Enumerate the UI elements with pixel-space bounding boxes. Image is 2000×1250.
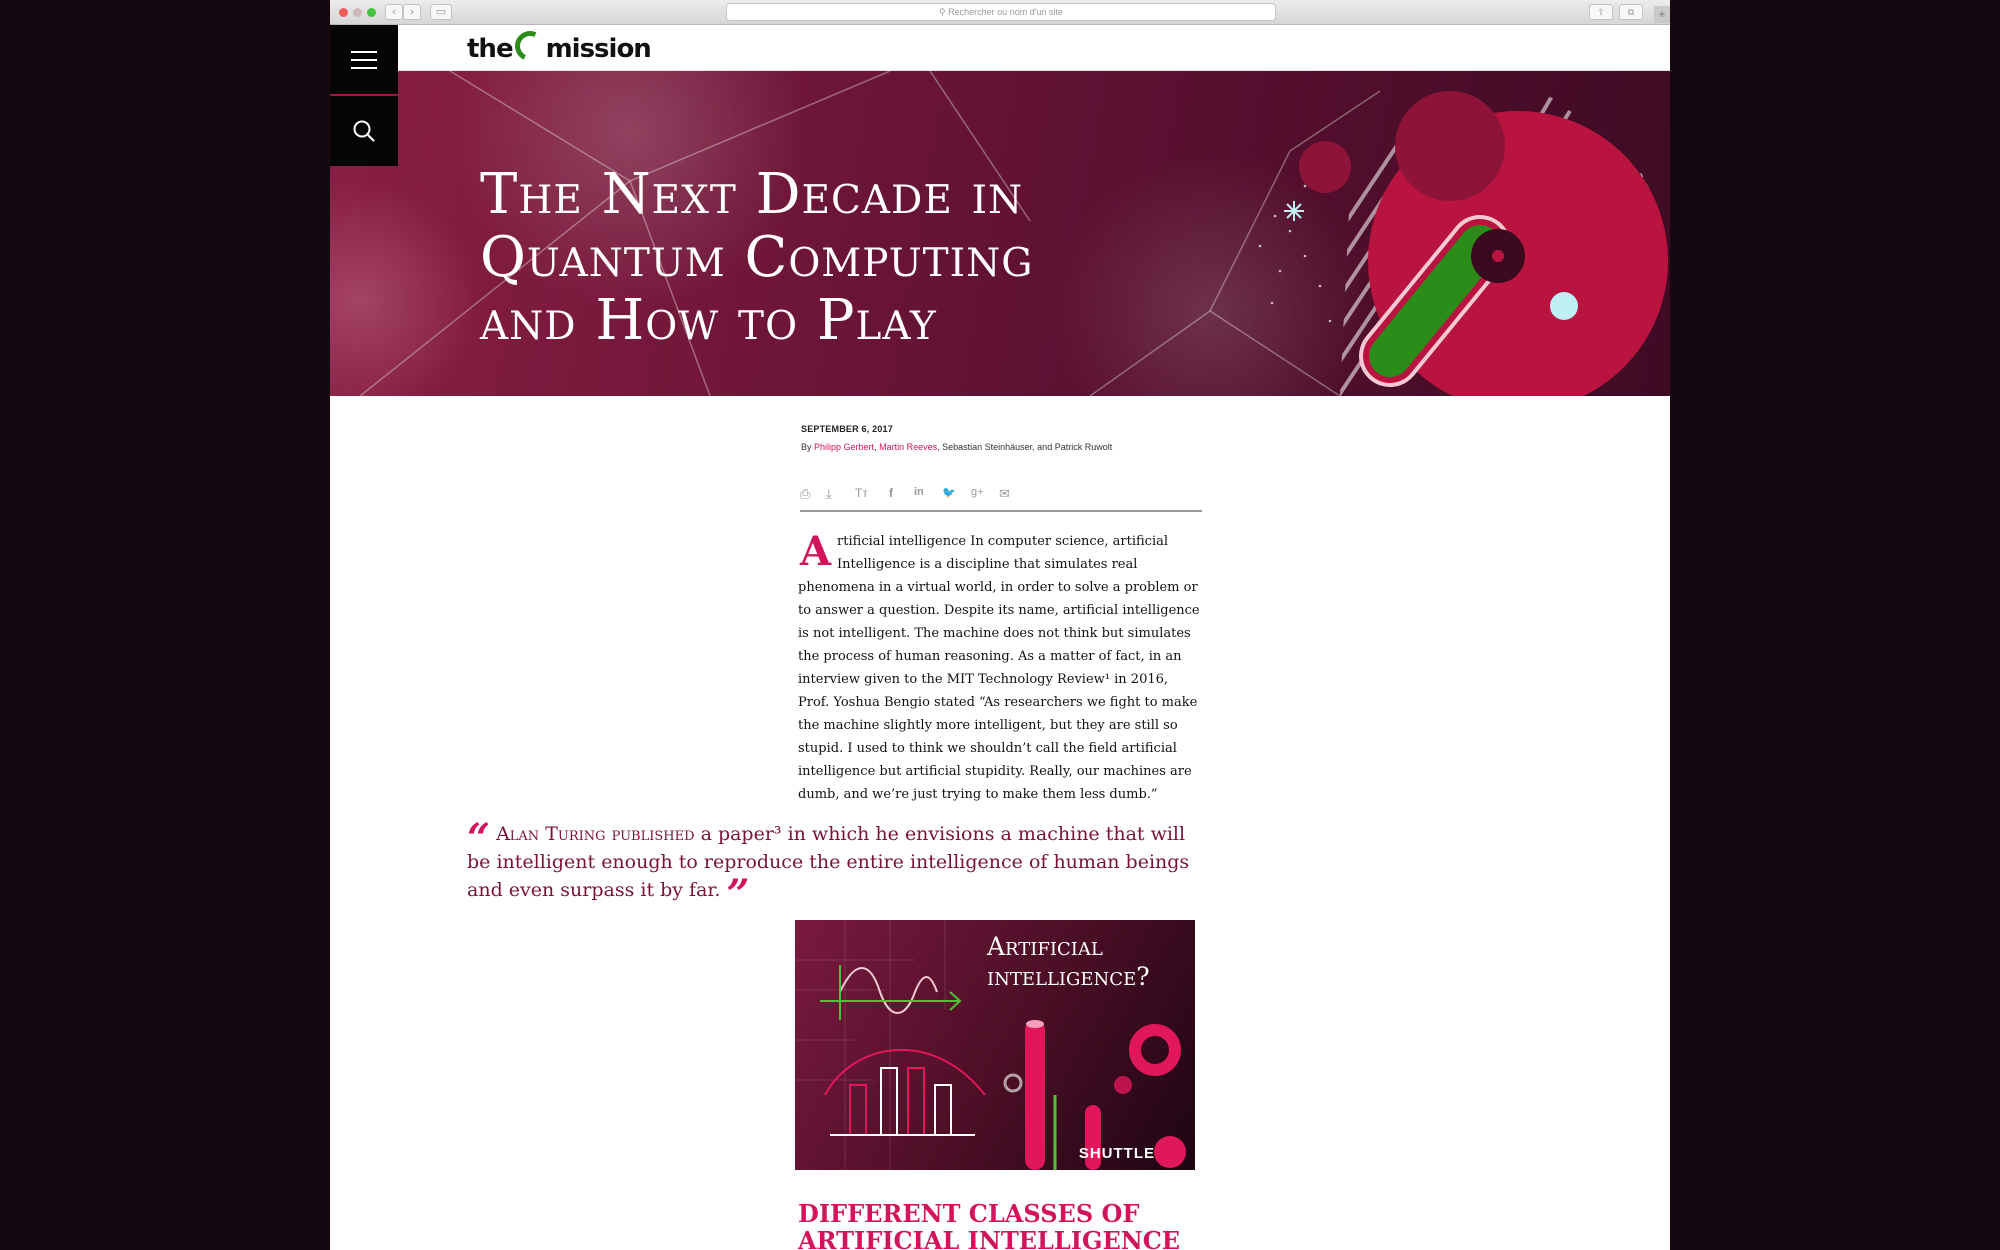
text-size-icon[interactable]: Tт: [855, 486, 868, 500]
download-icon[interactable]: ⤓: [826, 486, 832, 501]
author-link-2[interactable]: Martin Reeves: [879, 442, 938, 452]
email-icon[interactable]: ✉: [999, 486, 1010, 501]
circuit-lines: [795, 920, 945, 1170]
forward-button[interactable]: ›: [403, 4, 421, 20]
share-button[interactable]: ⇧: [1589, 4, 1613, 20]
title-line-1: The Next Decade in: [480, 162, 1024, 227]
quote-text: a paper³ in which he envisions a machine that will be intelligent enough to reproduce the entire intelligence of human beings and even surpass it by far.: [467, 823, 1190, 901]
promo-title-line-1: Artificial: [987, 932, 1103, 961]
tall-tube: [1025, 1020, 1045, 1170]
title-line-3: and How to Play: [480, 288, 937, 353]
section-heading: DIFFERENT CLASSES OF ARTIFICIAL INTELLIGENCE: [798, 1199, 1181, 1250]
promo-title: [987, 932, 1187, 992]
quote-lead: Alan Turing published: [496, 823, 695, 845]
bar-4: [935, 1085, 951, 1135]
bar-2: [881, 1068, 897, 1135]
open-quote-icon: “: [467, 815, 491, 862]
sidebar-toggle-button[interactable]: ▭: [430, 4, 452, 20]
article-paragraph: rtificial intelligence In computer science, artificial Intelligence is a discipline that simulates real phenomena in a virtual world, in order to solve a problem or to answer a question. Despite its name, artificial intelligence is not intelligent. The machine does not think but simulates the process of human reasoning. As a matter of fact, in an interview given to the MIT Technology Review¹ in 2016, Prof. Yoshua Bengio stated “As researchers we fight to make the machine slightly more intelligent, but they are still so stupid. I used to think we shouldn’t call the field artificial intelligence but artificial stupidity. Really, our machines are dumb, and we’re just trying to make them less dumb.”: [798, 534, 1200, 802]
browser-window: [330, 0, 1670, 1250]
site-header: [330, 25, 1670, 71]
hamburger-icon: [351, 51, 377, 69]
tabs-overview-button[interactable]: ⧉: [1619, 4, 1643, 20]
brand-mark-icon: [1154, 1136, 1186, 1168]
bar-3: [908, 1068, 924, 1135]
close-window-button[interactable]: [339, 8, 348, 17]
article-title: [480, 163, 1180, 352]
byline: By Philipp Gerbert, Martin Reeves, Sebastian Steinhäuser, and Patrick Ruwolt: [801, 442, 1113, 452]
address-placeholder: Rechercher ou nom d'un site: [948, 7, 1063, 17]
print-icon[interactable]: ⎙: [800, 486, 811, 501]
facebook-icon[interactable]: f: [889, 486, 893, 500]
bar-1: [850, 1085, 866, 1135]
pull-quote: [467, 815, 1202, 918]
logo-arc-icon: [510, 27, 548, 65]
sparkle-icon: [1284, 201, 1304, 221]
striped-dot-shape: [1005, 1075, 1021, 1091]
search-icon: ⚲: [939, 7, 946, 17]
ring-shape: [1135, 1030, 1175, 1070]
twitter-icon[interactable]: 🐦: [942, 487, 956, 499]
back-button[interactable]: ‹: [385, 4, 403, 20]
promo-title-line-2: intelligence?: [987, 962, 1150, 991]
article-date: SEPTEMBER 6, 2017: [801, 424, 893, 434]
browser-toolbar: [330, 0, 1670, 25]
site-logo[interactable]: [467, 31, 651, 64]
new-tab-button[interactable]: +: [1654, 6, 1670, 23]
google-plus-icon[interactable]: g+: [971, 486, 984, 498]
logo-text-right: mission: [545, 34, 651, 64]
address-bar[interactable]: [726, 3, 1276, 21]
menu-button[interactable]: [330, 25, 398, 95]
article-body: [798, 530, 1203, 806]
promo-brand: SHUTTLE: [1078, 1145, 1155, 1162]
author-link-1[interactable]: Philipp Gerbert: [814, 442, 875, 452]
zoom-window-button[interactable]: [367, 8, 376, 17]
linkedin-icon[interactable]: in: [914, 486, 924, 498]
title-line-2: Quantum Computing: [480, 225, 1034, 290]
tall-tube-top: [1026, 1020, 1044, 1028]
other-authors: , Sebastian Steinhäuser, and Patrick Ruwolt: [937, 442, 1113, 452]
byline-prefix: By: [801, 442, 812, 452]
drop-cap: A: [800, 528, 832, 575]
small-dot-shape: [1114, 1076, 1132, 1094]
search-icon: [352, 119, 376, 143]
ai-promo-image[interactable]: [795, 920, 1195, 1170]
big-planet-shape: [1260, 91, 1670, 396]
small-planet-shape: [1299, 141, 1351, 193]
logo-text-left: the: [467, 34, 513, 64]
close-quote-icon: ”: [726, 871, 750, 918]
minimize-window-button[interactable]: [353, 8, 362, 17]
hero-banner: [330, 71, 1670, 396]
search-button[interactable]: [330, 96, 398, 166]
share-toolbar: [800, 485, 1202, 512]
